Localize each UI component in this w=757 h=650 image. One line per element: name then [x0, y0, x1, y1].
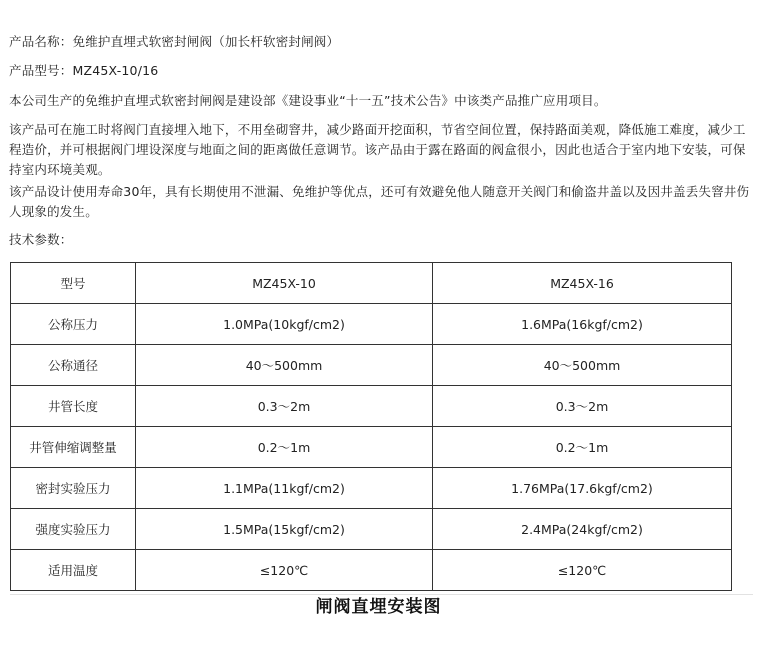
product-model: 产品型号：MZ45X-10/16: [9, 63, 159, 78]
table-row-label: 公称通径: [11, 345, 136, 386]
table-cell: 2.4MPa(24kgf/cm2): [433, 509, 732, 550]
table-cell: 40～500mm: [433, 345, 732, 386]
product-name: 产品名称：免维护直埋式软密封闸阀（加长杆软密封闸阀）: [9, 34, 340, 49]
table-row: [11, 386, 732, 427]
table-row: [11, 427, 732, 468]
table-row-label: 强度实验压力: [11, 509, 136, 550]
table-cell: 0.3～2m: [433, 386, 732, 427]
table-cell: 0.3～2m: [136, 386, 433, 427]
product-feature-lifetime: 该产品设计使用寿命30年，具有长期使用不泄漏、免维护等优点，还可有效避免他人随意开关阀门和偷盗井盖以及因井盖丢失窨井伤人现象的发生。: [9, 184, 750, 219]
table-row: [11, 509, 732, 550]
table-row-label: 井管伸缩调整量: [11, 427, 136, 468]
table-row: [11, 550, 732, 591]
table-row: [11, 468, 732, 509]
tech-params-label: 技术参数：: [9, 232, 73, 247]
table-header-cell: MZ45X-16: [433, 263, 732, 304]
figure-title: 闸阀直埋安装图: [315, 597, 442, 617]
table-row: [11, 304, 732, 345]
table-header-row: [11, 263, 732, 304]
table-header-cell: MZ45X-10: [136, 263, 433, 304]
table-header-cell: 型号: [11, 263, 136, 304]
table-row-label: 公称压力: [11, 304, 136, 345]
table-row-label: 密封实验压力: [11, 468, 136, 509]
spec-table: [10, 262, 732, 591]
table-cell: 0.2～1m: [136, 427, 433, 468]
table-cell: 40～500mm: [136, 345, 433, 386]
table-cell: 1.6MPa(16kgf/cm2): [433, 304, 732, 345]
product-intro: 本公司生产的免维护直埋式软密封闸阀是建设部《建设事业“十一五”技术公告》中该类产品推广应用项目。: [9, 93, 607, 108]
product-feature-install: 该产品可在施工时将阀门直接埋入地下，不用垒砌窨井，减少路面开挖面积，节省空间位置，保持路面美观，降低施工难度，减少工程造价，并可根据阀门埋设深度与地面之间的距离做任意调节。该产品由于露在路面的阀盒很小，因此也适合于室内地下安装，可保持室内环境美观。: [9, 122, 746, 177]
table-row-label: 适用温度: [11, 550, 136, 591]
table-row: [11, 345, 732, 386]
table-cell: ≤120℃: [136, 550, 433, 591]
table-cell: 1.76MPa(17.6kgf/cm2): [433, 468, 732, 509]
table-cell: 1.1MPa(11kgf/cm2): [136, 468, 433, 509]
table-cell: 1.5MPa(15kgf/cm2): [136, 509, 433, 550]
table-row-label: 井管长度: [11, 386, 136, 427]
table-cell: 1.0MPa(10kgf/cm2): [136, 304, 433, 345]
table-cell: 0.2～1m: [433, 427, 732, 468]
table-cell: ≤120℃: [433, 550, 732, 591]
